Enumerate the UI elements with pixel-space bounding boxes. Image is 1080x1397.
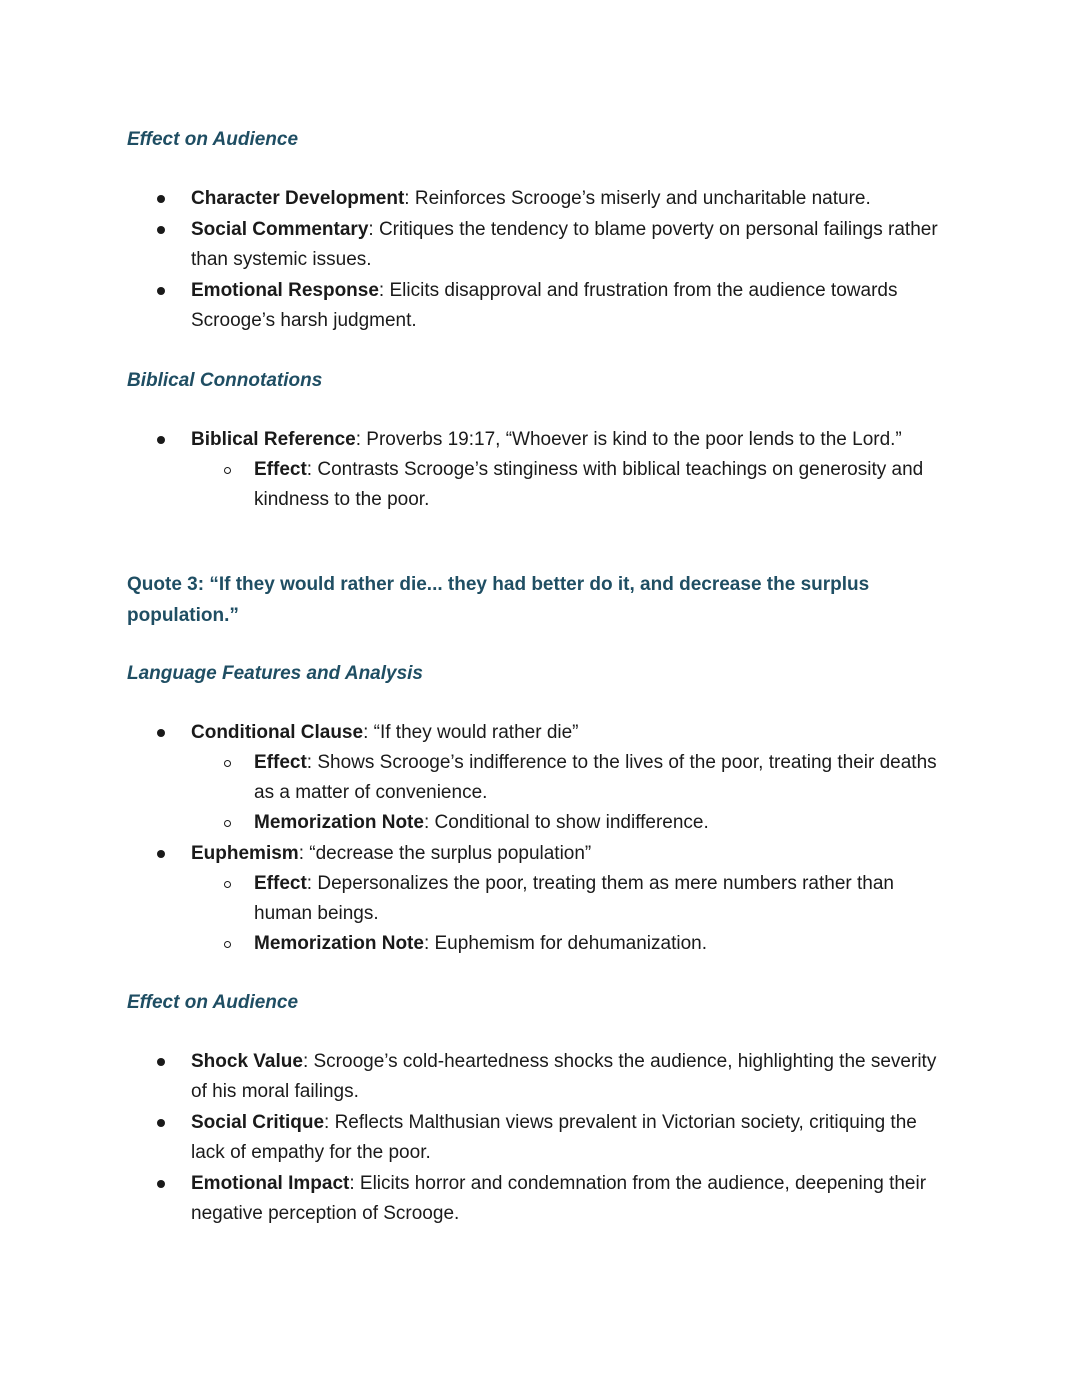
item-text: : Conditional to show indifference. bbox=[423, 812, 709, 833]
list-item bbox=[0, 184, 951, 214]
sub-list bbox=[191, 455, 951, 515]
sub-list-item bbox=[191, 869, 951, 929]
item-text: : Contrasts Scrooge’s stinginess with biblical teachings on generosity and kindness to the poor. bbox=[254, 459, 924, 510]
bullet-icon bbox=[157, 1058, 165, 1066]
list-item bbox=[0, 215, 951, 275]
item-term: Effect bbox=[254, 873, 307, 894]
item-text: : Scrooge’s cold-heartedness shocks the audience, highlighting the severity of his moral failings. bbox=[191, 1051, 937, 1102]
item-text: : “decrease the surplus population” bbox=[298, 843, 592, 864]
bullet-icon bbox=[157, 1180, 165, 1188]
circle-bullet-icon bbox=[224, 820, 231, 827]
bullet-list bbox=[0, 184, 1080, 337]
bullet-icon bbox=[157, 436, 165, 444]
bullet-icon bbox=[157, 1119, 165, 1127]
item-term: Conditional Clause bbox=[191, 722, 364, 743]
bullet-icon bbox=[157, 226, 165, 234]
circle-bullet-icon bbox=[224, 881, 231, 888]
item-term: Euphemism bbox=[191, 843, 299, 864]
item-term: Biblical Reference bbox=[191, 429, 356, 450]
item-term: Emotional Impact bbox=[191, 1173, 350, 1194]
section-heading: Biblical Connotations bbox=[127, 370, 323, 391]
quote-heading: Quote 3: “If they would rather die... they had better do it, and decrease the surplus population.” bbox=[127, 574, 870, 626]
section-heading: Language Features and Analysis bbox=[127, 663, 423, 684]
item-text: : Shows Scrooge’s indifference to the lives of the poor, treating their deaths as a matter of convenience. bbox=[254, 752, 937, 803]
item-text: : Critiques the tendency to blame poverty on personal failings rather than systemic issues. bbox=[191, 219, 938, 270]
item-term: Emotional Response bbox=[191, 280, 379, 301]
list-item bbox=[0, 1108, 951, 1168]
bullet-icon bbox=[157, 287, 165, 295]
item-term: Memorization Note bbox=[254, 933, 424, 954]
sub-list bbox=[191, 869, 951, 959]
item-text: : Reflects Malthusian views prevalent in Victorian society, critiquing the lack of empathy for the poor. bbox=[191, 1112, 917, 1163]
item-term: Social Critique bbox=[191, 1112, 325, 1133]
item-term: Social Commentary bbox=[191, 219, 369, 240]
item-term: Character Development bbox=[191, 188, 405, 209]
item-text: : Elicits horror and condemnation from the audience, deepening their negative perception of Scrooge. bbox=[191, 1173, 927, 1224]
circle-bullet-icon bbox=[224, 941, 231, 948]
sub-list-item bbox=[191, 455, 951, 515]
item-text: : Euphemism for dehumanization. bbox=[423, 933, 707, 954]
list-item bbox=[0, 1047, 951, 1107]
item-term: Effect bbox=[254, 752, 307, 773]
item-text: : Elicits disapproval and frustration from the audience towards Scrooge’s harsh judgment. bbox=[191, 280, 898, 331]
list-item bbox=[0, 276, 951, 336]
sub-list-item bbox=[191, 808, 951, 838]
circle-bullet-icon bbox=[224, 760, 231, 767]
bullet-icon bbox=[157, 729, 165, 737]
sub-list bbox=[191, 748, 951, 838]
bullet-icon bbox=[157, 195, 165, 203]
circle-bullet-icon bbox=[224, 467, 231, 474]
item-text: : Reinforces Scrooge’s miserly and uncharitable nature. bbox=[404, 188, 871, 209]
list-item bbox=[0, 839, 951, 959]
item-text: : “If they would rather die” bbox=[363, 722, 579, 743]
bullet-icon bbox=[157, 850, 165, 858]
bullet-list bbox=[0, 1047, 1080, 1230]
section-heading: Effect on Audience bbox=[127, 992, 299, 1013]
item-term: Memorization Note bbox=[254, 812, 424, 833]
bullet-list bbox=[0, 718, 1080, 960]
list-item bbox=[0, 718, 951, 838]
item-term: Shock Value bbox=[191, 1051, 303, 1072]
item-term: Effect bbox=[254, 459, 307, 480]
sub-list-item bbox=[191, 748, 951, 808]
list-item bbox=[0, 1169, 951, 1229]
item-text: : Proverbs 19:17, “Whoever is kind to the poor lends to the Lord.” bbox=[355, 429, 902, 450]
sub-list-item bbox=[191, 929, 951, 959]
bullet-list bbox=[0, 425, 1080, 516]
list-item bbox=[0, 425, 951, 515]
section-heading: Effect on Audience bbox=[127, 129, 299, 150]
item-text: : Depersonalizes the poor, treating them as mere numbers rather than human beings. bbox=[254, 873, 894, 924]
